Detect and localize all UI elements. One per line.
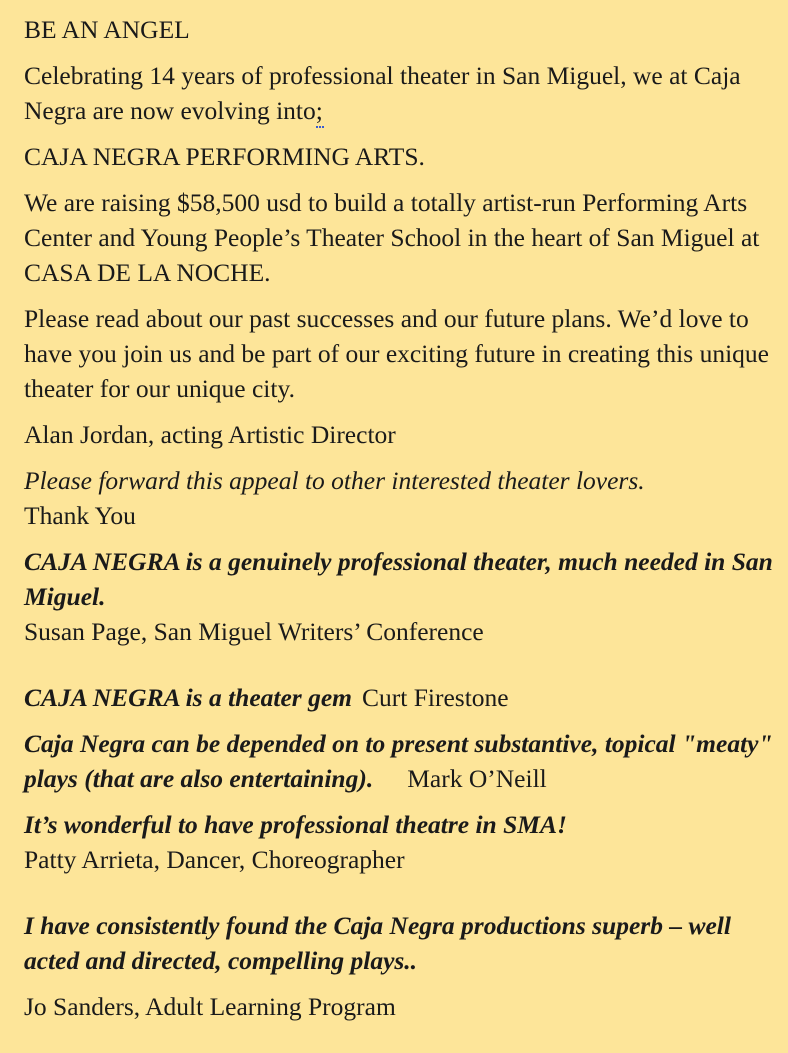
document-title: BE AN ANGEL — [24, 15, 190, 44]
testimonial-quote: CAJA NEGRA is a genuinely professional theater, much needed in San Miguel. — [24, 547, 773, 611]
testimonial-5 — [24, 908, 774, 978]
testimonial-author: Curt Firestone — [362, 683, 509, 712]
director-signature: Alan Jordan, acting Artistic Director — [24, 420, 396, 449]
forward-text: Please forward this appeal to other interested theater lovers. — [24, 466, 645, 495]
document-body — [24, 12, 774, 1024]
intro-paragraph — [24, 58, 774, 128]
testimonial-quote: It’s wonderful to have professional theatre in SMA! — [24, 810, 567, 839]
invitation-paragraph: Please read about our past successes and our future plans. We’d love to have you join us and be part of our exciting future in creating this unique theater for our unique city. — [24, 304, 769, 403]
forward-request — [24, 463, 774, 533]
testimonial-quote: Caja Negra can be depended on to present substantive, topical "meaty" plays (that are also entertaining). — [24, 729, 773, 793]
testimonial-4 — [24, 807, 774, 877]
testimonial-3 — [24, 726, 774, 796]
thank-you-text: Thank You — [24, 501, 136, 530]
testimonial-1 — [24, 544, 774, 649]
testimonial-quote: I have consistently found the Caja Negra productions superb – well acted and directed, compelling plays.. — [24, 911, 731, 975]
testimonial-author: Susan Page, San Miguel Writers’ Conference — [24, 617, 484, 646]
testimonial-2 — [24, 680, 774, 715]
testimonial-author: Mark O’Neill — [407, 764, 547, 793]
intro-text: Celebrating 14 years of professional theater in San Miguel, we at Caja Negra are now evolving into — [24, 61, 741, 125]
intro-punctuation: ; — [315, 96, 323, 125]
testimonial-author: Patty Arrieta, Dancer, Choreographer — [24, 845, 405, 874]
organization-name: CAJA NEGRA PERFORMING ARTS. — [24, 142, 425, 171]
testimonial-quote: CAJA NEGRA is a theater gem — [24, 683, 353, 712]
fundraising-paragraph: We are raising $58,500 usd to build a totally artist-run Performing Arts Center and Young People’s Theater School in the heart of San Miguel at CASA DE LA NOCHE. — [24, 188, 760, 287]
testimonial-5-author: Jo Sanders, Adult Learning Program — [24, 992, 396, 1021]
